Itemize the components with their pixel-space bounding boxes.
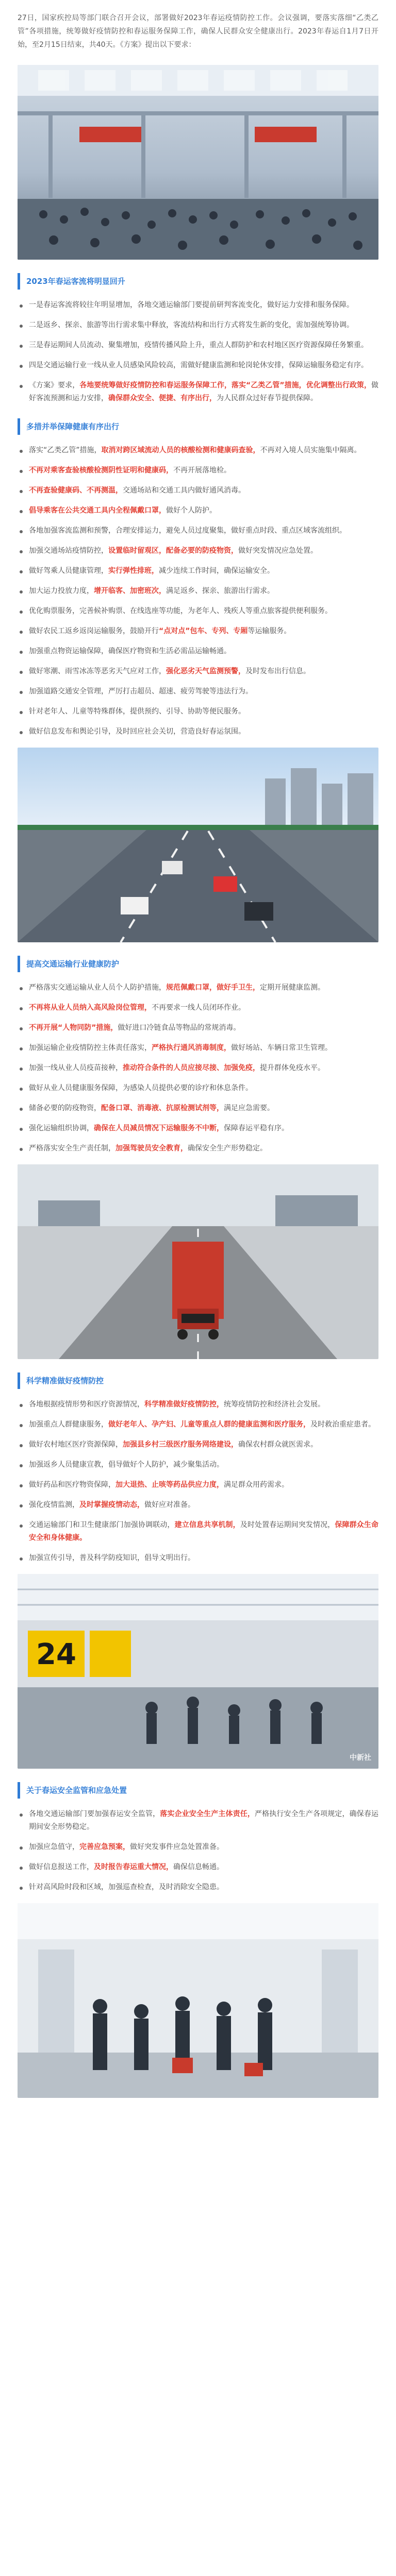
bullet-paragraph [18, 981, 378, 994]
plain-text: 确保农村群众就医需求。 [238, 1440, 318, 1449]
plain-text: 定期开展健康监测。 [260, 984, 325, 992]
plain-text: 等运输服务。 [248, 627, 291, 635]
plain-text: 优化购票服务，完善候补购票、在线选座等功能，为老年人、残疾人等重点旅客提供便利服务。 [29, 607, 332, 615]
paragraph-text [29, 524, 378, 537]
plain-text: 加强宣传引导，普及科学防疫知识，倡导文明出行。 [29, 1554, 195, 1562]
plain-text: 为人民群众过好春节提供保障。 [217, 394, 318, 402]
plain-text: 及时发布出行信息。 [245, 667, 310, 675]
bullet-dot-icon [20, 570, 23, 573]
plain-text: 做好突发事件应急处置准备。 [130, 1843, 224, 1851]
paragraph-text [29, 685, 378, 698]
bullet-dot-icon [20, 365, 23, 368]
paragraph-text [29, 1499, 378, 1512]
section-title: 提高交通运输行业健康防护 [18, 956, 378, 972]
intro-paragraph: 27日，国家疾控局等部门联合召开会议，部署做好2023年春运疫情防控工作。会议强调，要落实落细“乙类乙管”各项措施，统筹做好疫情防控和春运服务保障工作，确保人民群众安全健康出行。2023年春运自1月7日开始，至2月15日结束，共40天。《方案》提出以下要求： [18, 14, 378, 49]
plain-text: 做好客流预测和运力安排， [29, 381, 378, 402]
plain-text: 及时救治重症患者。 [310, 1420, 375, 1429]
plain-text: 做好药品和医疗物资保障， [29, 1481, 116, 1489]
bullet-paragraph [18, 1002, 378, 1014]
plain-text: 一是春运客流将较往年明显增加，各地交通运输部门要提前研判客流变化，做好运力安排和服务保障。 [29, 301, 354, 309]
bullet-paragraph [18, 1418, 378, 1431]
bullet-paragraph [18, 685, 378, 698]
gate-number-label: 24 [36, 1638, 76, 1671]
bullet-dot-icon [20, 304, 23, 308]
bullet-paragraph [18, 1062, 378, 1075]
highlight-text: 严格执行通风消毒制度， [152, 1044, 231, 1052]
bullet-paragraph [18, 1022, 378, 1035]
paragraph-text [29, 1022, 378, 1035]
bullet-dot-icon [20, 1067, 23, 1071]
bullet-paragraph [18, 1438, 378, 1451]
bullet-paragraph [18, 725, 378, 738]
bullet-paragraph [18, 1861, 378, 1874]
highlight-text: 加强驾驶员安全教育， [116, 1144, 188, 1153]
bullet-dot-icon [20, 651, 23, 654]
plain-text: 各地根据疫情形势和医疗资源情况， [29, 1400, 144, 1409]
bullet-dot-icon [20, 1867, 23, 1870]
plain-text: 加强运输企业疫情防控主体责任落实， [29, 1044, 152, 1052]
bullet-paragraph [18, 1102, 378, 1115]
plain-text: 交通运输部门和卫生健康部门加强协调联动， [29, 1521, 175, 1529]
plain-text: 二是返乡、探亲、旅游等出行需求集中释放，客流结构和出行方式将发生新的变化，需加强统筹协调。 [29, 321, 354, 329]
bullet-dot-icon [20, 1128, 23, 1131]
bullet-paragraph [18, 359, 378, 372]
bullet-paragraph [18, 1042, 378, 1055]
platform-crowd-photo [18, 1903, 378, 2098]
paragraph-text [29, 565, 378, 578]
bullet-paragraph [18, 605, 378, 618]
highlight-text: 加大退热、止咳等药品供应力度， [116, 1481, 224, 1489]
highlight-text: 做好老年人、孕产妇、儿童等重点人群的健康监测和医疗服务， [108, 1420, 310, 1429]
bullet-paragraph [18, 1479, 378, 1492]
bullet-paragraph [18, 444, 378, 457]
highlight-text: 不再查验健康码、不再测温， [29, 486, 123, 495]
highlight-text: 取消对跨区域流动人员的核酸检测和健康码查验， [101, 446, 260, 454]
bullet-dot-icon [20, 711, 23, 714]
bullet-dot-icon [20, 611, 23, 614]
bullet-dot-icon [20, 631, 23, 634]
bullet-paragraph [18, 1398, 378, 1411]
plain-text: 针对老年人、儿童等特殊群体，提供预约、引导、协助等便民服务。 [29, 707, 245, 716]
highlight-text: 配备口罩、消毒液、抗原检测试剂等， [101, 1104, 224, 1112]
highlight-text: 不再将从业人员纳入高风险岗位管理， [29, 1004, 152, 1012]
paragraph-text [29, 444, 378, 457]
bullet-dot-icon [20, 1814, 23, 1817]
highlight-text: “点对点”包车、专列、专厢 [159, 627, 248, 635]
bullet-paragraph [18, 1122, 378, 1135]
highlight-text: 及时报告春运重大情况， [94, 1863, 173, 1871]
plain-text: 加强重点人群健康服务， [29, 1420, 108, 1429]
paragraph-text [29, 379, 378, 405]
highlight-text: 倡导乘客在公共交通工具内全程佩戴口罩， [29, 506, 166, 515]
bullet-dot-icon [20, 590, 23, 594]
highlight-text: 保障群众生命安全和身体健康。 [29, 1521, 379, 1542]
paragraph-text [29, 665, 378, 678]
bullet-dot-icon [20, 1047, 23, 1050]
bullet-paragraph [18, 1881, 378, 1894]
plain-text: 做好寒潮、雨雪冰冻等恶劣天气应对工作， [29, 667, 166, 675]
bullet-dot-icon [20, 1444, 23, 1447]
plain-text: 做好农民工返乡返岗运输服务，鼓励开行 [29, 627, 159, 635]
highlight-text: 规范佩戴口罩，做好手卫生， [166, 984, 260, 992]
plain-text: 加强道路交通安全管理，严厉打击超员、超速、疲劳驾驶等违法行为。 [29, 687, 253, 696]
plain-text: 满足应急需要。 [224, 1104, 274, 1112]
paragraph-text [29, 359, 378, 372]
bullet-dot-icon [20, 510, 23, 513]
plain-text: 各地交通运输部门要加强春运安全监管， [29, 1810, 160, 1818]
bullet-dot-icon [20, 325, 23, 328]
plain-text: 及时处置春运期间突发情况， [240, 1521, 335, 1529]
bullet-dot-icon [20, 450, 23, 453]
paragraph-text [29, 1062, 378, 1075]
bullet-dot-icon [20, 671, 23, 674]
bullet-dot-icon [20, 1148, 23, 1151]
plain-text: 做好信息发布和舆论引导，及时回应社会关切，营造良好春运氛围。 [29, 727, 245, 736]
bullet-dot-icon [20, 1557, 23, 1561]
plain-text: 做好场站、车辆日常卫生管理。 [231, 1044, 332, 1052]
plain-text: 统筹疫情防控和经济社会发展。 [224, 1400, 325, 1409]
plain-text: 四是交通运输行业一线从业人员感染风险较高，需做好健康监测和轮岗轮休安排，保障运输服务稳定有序。 [29, 361, 368, 369]
plain-text: 做好驾乘人员健康管理， [29, 567, 108, 575]
bullet-dot-icon [20, 1464, 23, 1467]
paragraph-text [29, 1808, 378, 1834]
bullet-paragraph [18, 1519, 378, 1545]
plain-text: 做好从业人员健康服务保障，为感染人员提供必要的诊疗和休息条件。 [29, 1084, 253, 1092]
bullet-paragraph [18, 1459, 378, 1471]
highlight-text: 强化恶劣天气监测预警， [166, 667, 245, 675]
bullet-dot-icon [20, 1524, 23, 1528]
paragraph-text [29, 585, 378, 598]
bullet-dot-icon [20, 345, 23, 348]
paragraph-text [29, 705, 378, 718]
paragraph-text [29, 1438, 378, 1451]
paragraph-text [29, 1002, 378, 1014]
plain-text: 强化疫情监测， [29, 1501, 79, 1509]
bullet-dot-icon [20, 550, 23, 553]
paragraph-text [29, 1142, 378, 1155]
paragraph-text [29, 725, 378, 738]
plain-text: 做好个人防护。 [166, 506, 217, 515]
paragraph-text [29, 504, 378, 517]
highlight-text: 各地要统筹做好疫情防控和春运服务保障工作，落实“乙类乙管”措施，优化调整出行政策， [79, 381, 371, 389]
plain-text: 做好信息报送工作， [29, 1863, 94, 1871]
plain-text: 不再对入境人员实施集中隔离。 [260, 446, 361, 454]
plain-text: 落实“乙类乙管”措施， [29, 446, 102, 454]
freight-truck-photo [18, 1164, 378, 1359]
plain-text: 加大运力投放力度， [29, 587, 94, 595]
paragraph-text [29, 1881, 378, 1894]
section-2 [18, 956, 378, 1155]
bullet-paragraph [18, 585, 378, 598]
plain-text: 三是春运期间人员流动、聚集增加，疫情传播风险上升，重点人群防护和农村地区医疗资源保障任务繁重。 [29, 341, 368, 349]
paragraph-text [29, 1042, 378, 1055]
bullet-dot-icon [20, 1404, 23, 1407]
plain-text: 加强应急值守， [29, 1843, 79, 1851]
highlight-text: 确保群众安全、便捷、有序出行， [108, 394, 217, 402]
plain-text: 储备必要的防疫物资， [29, 1104, 101, 1112]
plain-text: 做好应对准备。 [144, 1501, 195, 1509]
section-0 [18, 273, 378, 405]
bullet-paragraph [18, 625, 378, 638]
paragraph-text [29, 484, 378, 497]
plain-text: 满足返乡、探亲、旅游出行需求。 [166, 587, 274, 595]
bullet-dot-icon [20, 1108, 23, 1111]
paragraph-text [29, 981, 378, 994]
plain-text: 《方案》要求， [29, 381, 80, 389]
section-title: 关于春运安全监管和应急处置 [18, 1782, 378, 1799]
highlight-text: 确保在人员减员情况下运输服务不中断， [94, 1124, 224, 1132]
paragraph-text [29, 1418, 378, 1431]
bullet-paragraph [18, 504, 378, 517]
paragraph-text [29, 1861, 378, 1874]
plain-text: 减少连续工作时间，确保运输安全。 [159, 567, 274, 575]
bullet-paragraph [18, 1808, 378, 1834]
highlight-text: 推动符合条件的人员应接尽接、加强免疫， [123, 1064, 260, 1072]
bullet-paragraph [18, 379, 378, 405]
bullet-dot-icon [20, 1424, 23, 1427]
highlight-text: 完善应急预案， [79, 1843, 130, 1851]
plain-text: 强化运输组织协调， [29, 1124, 94, 1132]
highlight-text: 科学精准做好疫情防控， [144, 1400, 224, 1409]
bullet-dot-icon [20, 1484, 23, 1487]
highlight-text: 及时掌握疫情动态， [79, 1501, 144, 1509]
bullet-paragraph [18, 565, 378, 578]
plain-text: 加强返乡人员健康宣教，倡导做好个人防护，减少聚集活动。 [29, 1461, 224, 1469]
section-title: 2023年春运客流将明显回升 [18, 273, 378, 290]
paragraph-text [29, 625, 378, 638]
paragraph-text [29, 1082, 378, 1095]
bullet-dot-icon [20, 1887, 23, 1890]
plain-text: 加强一线从业人员疫苗接种， [29, 1064, 123, 1072]
plain-text: 不再要求一线人员闭环作业。 [152, 1004, 245, 1012]
paragraph-text [29, 464, 378, 477]
plain-text: 交通场站和交通工具内做好通风消毒。 [123, 486, 245, 495]
bullet-paragraph [18, 665, 378, 678]
plain-text: 满足群众用药需求。 [224, 1481, 289, 1489]
paragraph-text [29, 605, 378, 618]
paragraph-text [29, 339, 378, 352]
paragraph-text [29, 1552, 378, 1565]
plain-text: 严格执行安全生产各项规定，确保春运期间安全形势稳定。 [29, 1810, 379, 1831]
plain-text: 做好农村地区医疗资源保障， [29, 1440, 123, 1449]
plain-text: 加强交通场站疫情防控， [29, 547, 108, 555]
section-3 [18, 1372, 378, 1565]
bullet-dot-icon [20, 731, 23, 734]
paragraph-text [29, 299, 378, 312]
bullet-paragraph [18, 645, 378, 658]
highlight-text: 实行弹性排班， [108, 567, 159, 575]
plain-text: 加强重点物资运输保障，确保医疗物资和生活必需品运输畅通。 [29, 647, 231, 655]
paragraph-text [29, 1102, 378, 1115]
paragraph-text [29, 1459, 378, 1471]
bullet-paragraph [18, 1142, 378, 1155]
bullet-paragraph [18, 1499, 378, 1512]
plain-text: 保障春运平稳有序。 [224, 1124, 289, 1132]
bullet-paragraph [18, 484, 378, 497]
bullet-paragraph [18, 299, 378, 312]
plain-text: 做好突发情况应急处置。 [238, 547, 318, 555]
terminal-gate-photo [18, 1574, 378, 1769]
highlight-text: 加强县乡村三级医疗服务网络建设， [123, 1440, 238, 1449]
bullet-dot-icon [20, 691, 23, 694]
paragraph-text [29, 1398, 378, 1411]
highlight-text: 设置临时留观区，配备必要的防疫物资， [108, 547, 238, 555]
bullet-paragraph [18, 524, 378, 537]
highlight-text: 建立信息共享机制， [174, 1521, 240, 1529]
plain-text: 提升群体免疫水平。 [260, 1064, 325, 1072]
plain-text: 确保安全生产形势稳定。 [188, 1144, 267, 1153]
paragraph-text [29, 1122, 378, 1135]
bullet-paragraph [18, 705, 378, 718]
highlight-text: 落实企业安全生产主体责任， [160, 1810, 255, 1818]
bullet-dot-icon [20, 1007, 23, 1010]
plain-text: 针对高风险时段和区域，加强巡查检查，及时消除安全隐患。 [29, 1883, 224, 1891]
section-title: 多措并举保障健康有序出行 [18, 418, 378, 435]
paragraph-text [29, 1841, 378, 1854]
bullet-dot-icon [20, 530, 23, 533]
section-4 [18, 1782, 378, 1894]
bullet-dot-icon [20, 490, 23, 493]
paragraph-text [29, 1519, 378, 1545]
section-title: 科学精准做好疫情防控 [18, 1372, 378, 1389]
highlight-text: 增开临客、加密班次， [94, 587, 166, 595]
highlight-text: 不再开展“人物同防”措施， [29, 1024, 118, 1032]
bullet-dot-icon [20, 1504, 23, 1507]
plain-text: 不再开展落地检。 [173, 466, 231, 474]
watermark: 中新社 [350, 1754, 371, 1762]
bullet-dot-icon [20, 1027, 23, 1030]
plain-text: 做好进口冷链食品等物品的常规消毒。 [118, 1024, 241, 1032]
plain-text: 严格落实安全生产责任制， [29, 1144, 116, 1153]
bullet-paragraph [18, 1552, 378, 1565]
plain-text: 确保信息畅通。 [173, 1863, 224, 1871]
bullet-dot-icon [20, 1846, 23, 1850]
paragraph-text [29, 319, 378, 332]
bullet-dot-icon [20, 470, 23, 473]
plain-text: 严格落实交通运输从业人员个人防护措施， [29, 984, 166, 992]
paragraph-text [29, 1479, 378, 1492]
bullet-dot-icon [20, 987, 23, 990]
highlight-text: 不再对乘客查验核酸检测阴性证明和健康码， [29, 466, 173, 474]
bullet-paragraph [18, 464, 378, 477]
highway-photo [18, 748, 378, 942]
station-hall-photo [18, 65, 378, 260]
bullet-paragraph [18, 1841, 378, 1854]
bullet-paragraph [18, 1082, 378, 1095]
plain-text: 各地加强客流监测和预警，合理安排运力，避免人员过度聚集，做好重点时段、重点区域客流组织。 [29, 527, 346, 535]
bullet-paragraph [18, 339, 378, 352]
bullet-dot-icon [20, 1088, 23, 1091]
bullet-paragraph [18, 319, 378, 332]
bullet-dot-icon [20, 385, 23, 388]
paragraph-text [29, 545, 378, 557]
bullet-paragraph [18, 545, 378, 557]
paragraph-text [29, 645, 378, 658]
section-1 [18, 418, 378, 738]
